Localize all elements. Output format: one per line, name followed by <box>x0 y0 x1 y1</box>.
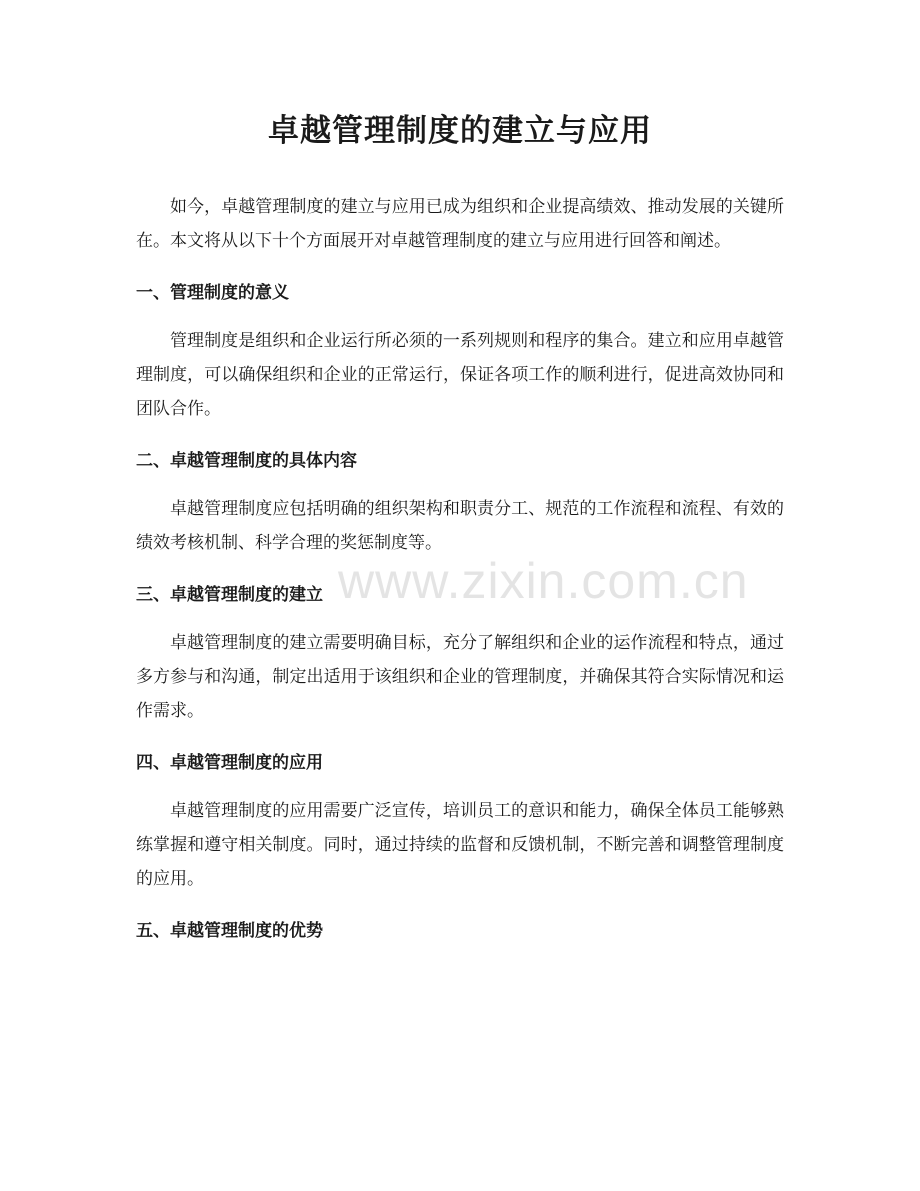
section-heading-4: 四、卓越管理制度的应用 <box>136 753 323 773</box>
section-heading-5: 五、卓越管理制度的优势 <box>136 921 323 941</box>
watermark-text: www.zixin.com.cn <box>338 553 749 609</box>
section-body-1: 管理制度是组织和企业运行所必须的一系列规则和程序的集合。建立和应用卓越管理制度，可以确保组织和企业的正常运行，保证各项工作的顺利进行，促进高效协同和团队合作。 <box>136 331 784 419</box>
section-heading-2: 二、卓越管理制度的具体内容 <box>136 451 357 471</box>
intro-paragraph: 如今，卓越管理制度的建立与应用已成为组织和企业提高绩效、推动发展的关键所在。本文将从以下十个方面展开对卓越管理制度的建立与应用进行回答和阐述。 <box>136 197 784 251</box>
section-body-2: 卓越管理制度应包括明确的组织架构和职责分工、规范的工作流程和流程、有效的绩效考核机制、科学合理的奖惩制度等。 <box>136 499 784 553</box>
document-title: 卓越管理制度的建立与应用 <box>268 113 652 149</box>
section-heading-1: 一、管理制度的意义 <box>136 283 289 303</box>
section-body-3: 卓越管理制度的建立需要明确目标，充分了解组织和企业的运作流程和特点，通过多方参与和沟通，制定出适用于该组织和企业的管理制度，并确保其符合实际情况和运作需求。 <box>136 633 784 721</box>
section-body-4: 卓越管理制度的应用需要广泛宣传，培训员工的意识和能力，确保全体员工能够熟练掌握和遵守相关制度。同时，通过持续的监督和反馈机制，不断完善和调整管理制度的应用。 <box>136 801 784 889</box>
section-heading-3: 三、卓越管理制度的建立 <box>136 585 323 605</box>
